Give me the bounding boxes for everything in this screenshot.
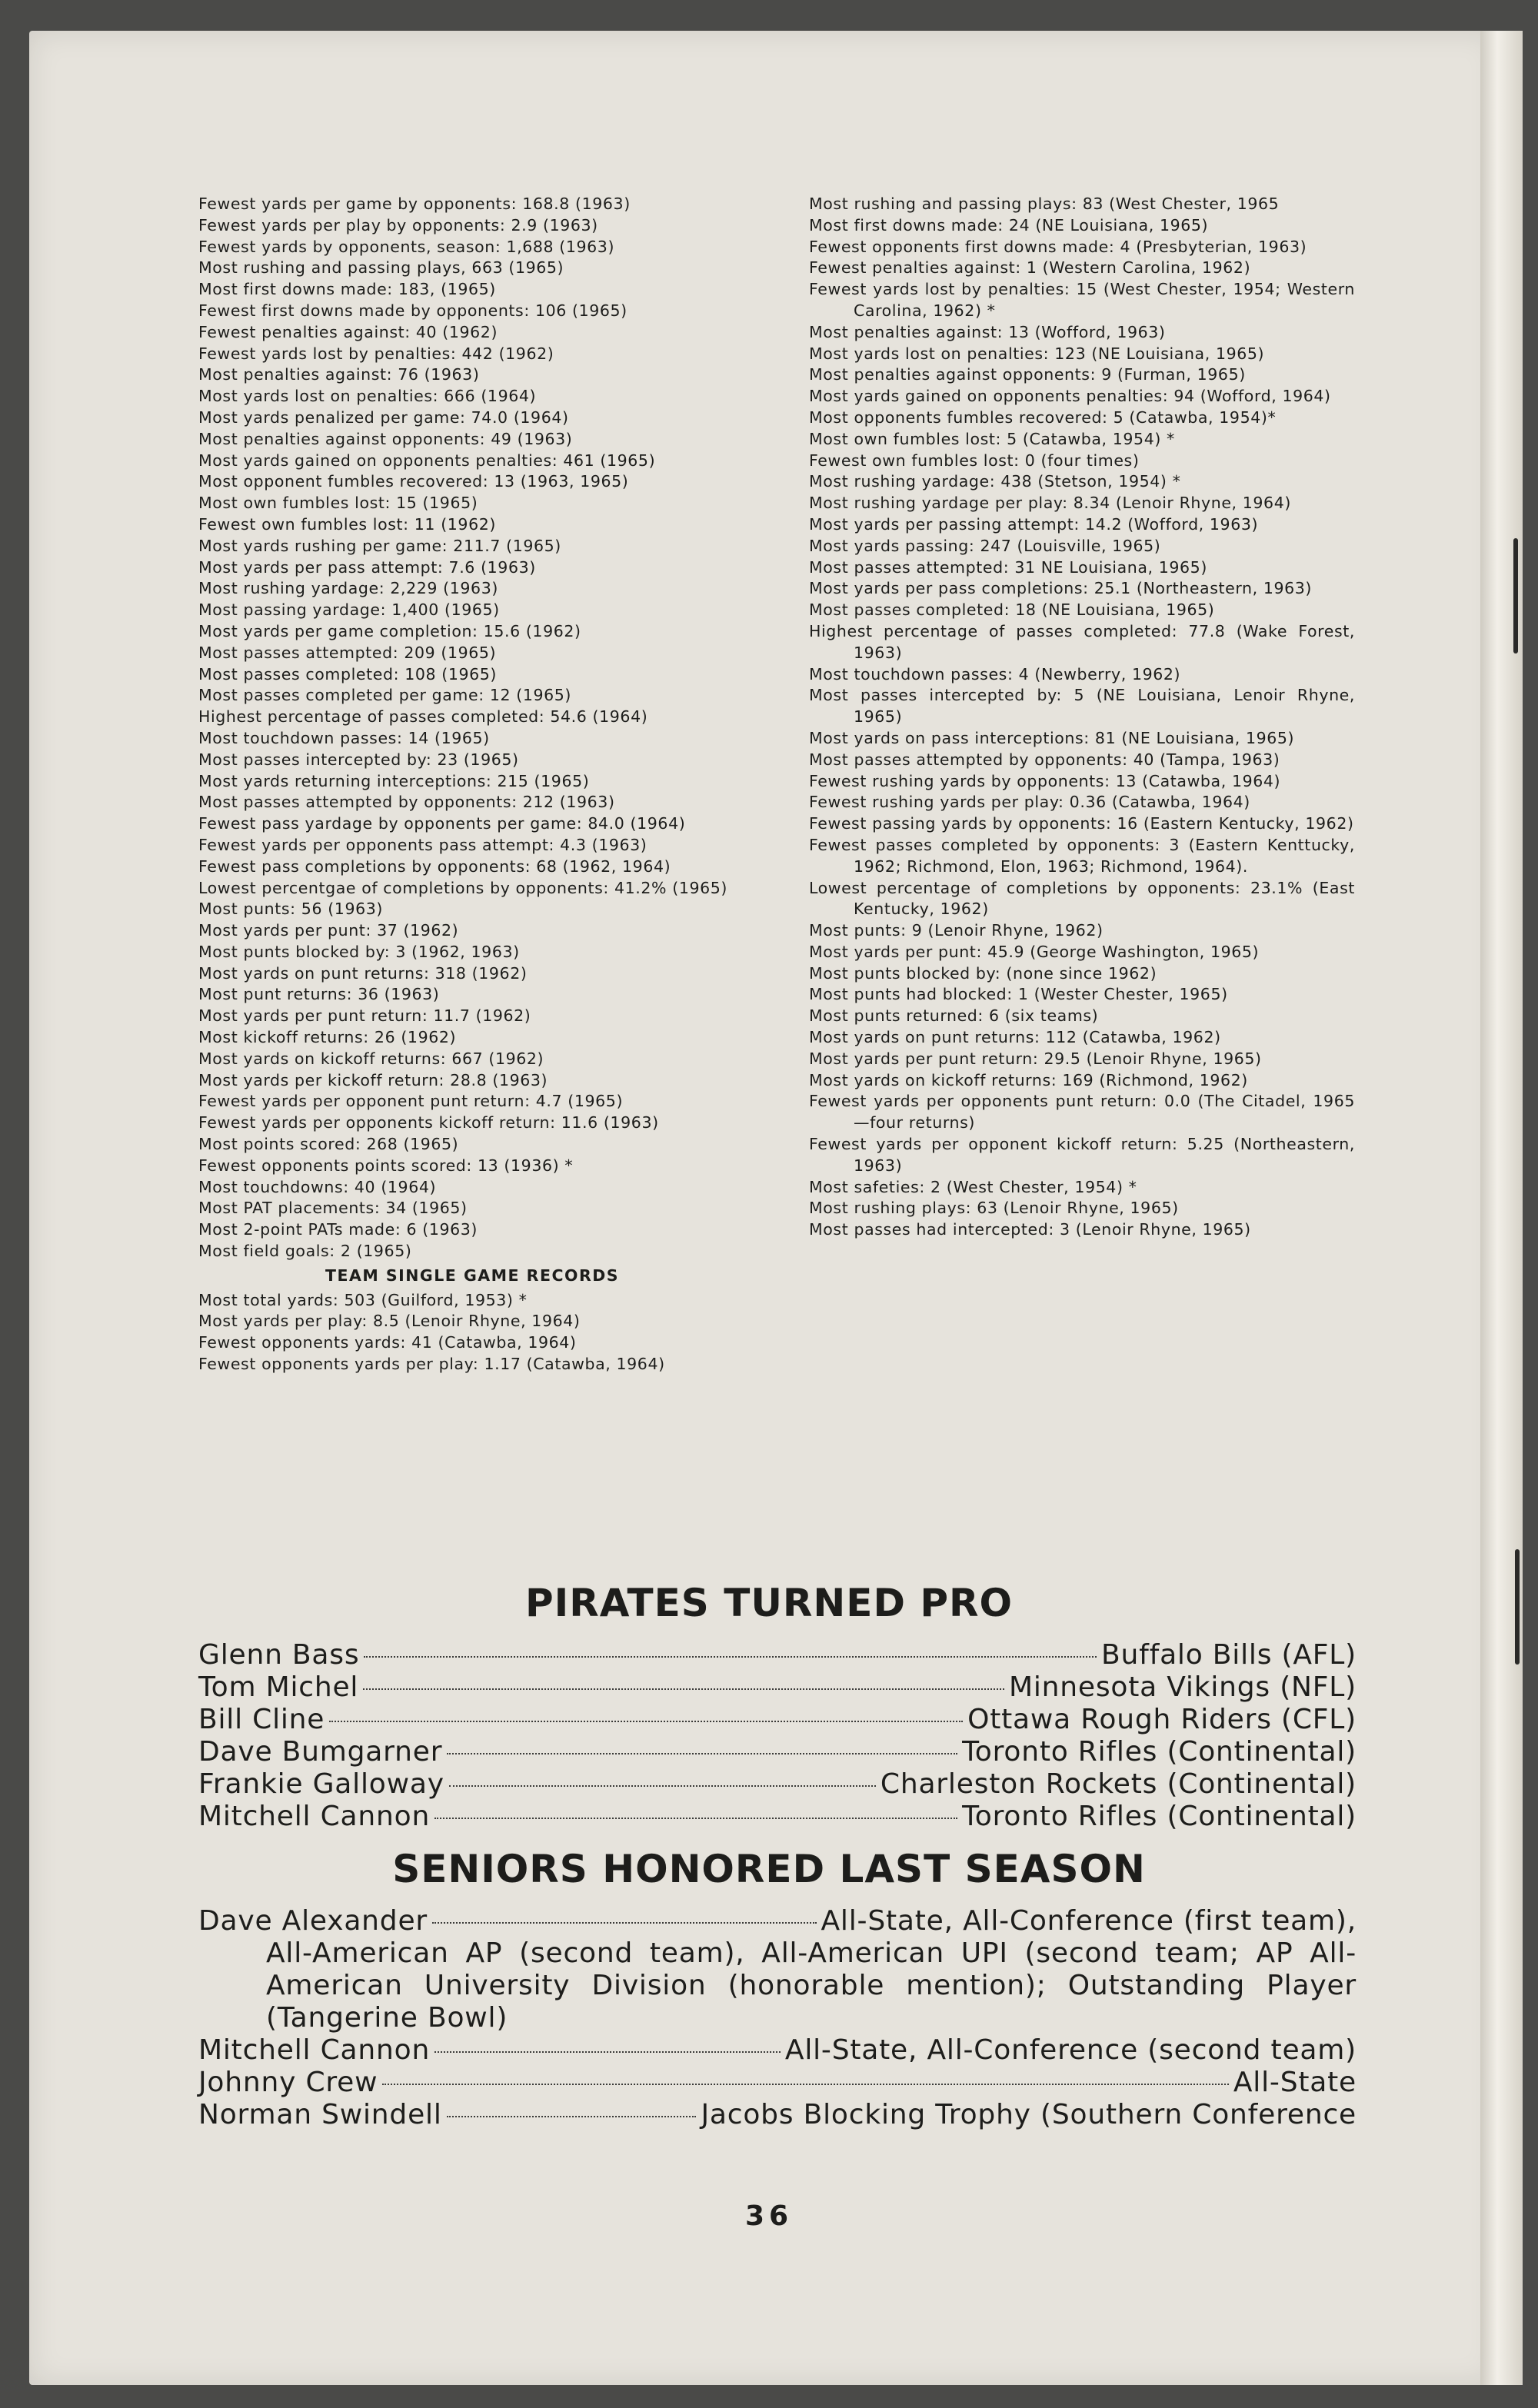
record-entry: Most yards per kickoff return: 28.8 (1963) [198, 1070, 548, 1089]
pro-row [198, 1671, 1357, 1704]
senior-honor-continued: American University Division (honorable mention); Outstanding Player [266, 1970, 1357, 2001]
pros-list [198, 1639, 1357, 1833]
record-entry: Most passes attempted by opponents: 212 (1963) [198, 793, 615, 812]
record-entry: Most 2-point PATs made: 6 (1963) [198, 1220, 478, 1239]
record-entry: Fewest yards per opponents pass attempt: 4.3 (1963) [198, 835, 647, 854]
record-entry: Fewest yards by opponents, season: 1,688 (1963) [198, 237, 615, 256]
record-entry: Most penalties against: 76 (1963) [198, 365, 480, 384]
record-entry: Most yards on punt returns: 112 (Catawba, 1962) [809, 1028, 1221, 1047]
player-team: Minnesota Vikings (NFL) [1009, 1671, 1357, 1703]
binding-mark [1513, 538, 1518, 654]
record-entry: Most rushing yardage: 2,229 (1963) [198, 579, 498, 598]
senior-row [198, 2067, 1357, 2099]
player-team: Charleston Rockets (Continental) [880, 1768, 1357, 1800]
senior-row [198, 2099, 1357, 2131]
record-entry: Most yards penalized per game: 74.0 (1964) [198, 407, 569, 427]
record-entry: Most yards per game completion: 15.6 (1962) [198, 621, 581, 640]
record-entry: Most first downs made: 183, (1965) [198, 280, 496, 299]
record-entry: Most yards per pass attempt: 7.6 (1963) [198, 557, 536, 577]
record-entry: Fewest rushing yards by opponents: 13 (Catawba, 1964) [809, 771, 1281, 790]
pro-row [198, 1736, 1357, 1768]
record-entry: Fewest yards per game by opponents: 168.8 (1963) [198, 195, 631, 213]
record-entry: Lowest percentgae of completions by opponents: 41.2% (1965) [198, 878, 727, 897]
player-name: Frankie Galloway [198, 1768, 444, 1800]
record-entry: Most penalties against opponents: 49 (1963) [198, 429, 573, 448]
leader-dots [363, 1688, 1004, 1690]
record-entry: Most yards gained on opponents penalties: 461 (1965) [198, 451, 656, 470]
seniors-list [198, 1905, 1357, 2131]
leader-dots [449, 1785, 876, 1787]
record-entry: Fewest yards per play by opponents: 2.9 (1963) [198, 215, 598, 234]
left-records-column [198, 194, 746, 1375]
record-entry: Fewest own fumbles lost: 11 (1962) [198, 514, 496, 534]
senior-name: Dave Alexander [198, 1905, 428, 1937]
record-entry: Most yards gained on opponents penalties: 94 (Wofford, 1964) [809, 387, 1331, 406]
record-entry: Fewest opponents points scored: 13 (1936) * [198, 1156, 574, 1175]
record-entry: Most yards per play: 8.5 (Lenoir Rhyne, 1964) [198, 1312, 581, 1331]
record-entry: Fewest opponents yards: 41 (Catawba, 1964) [198, 1333, 577, 1352]
record-entry: Most rushing and passing plays, 663 (1965) [198, 258, 564, 278]
right-records-list [809, 194, 1355, 1241]
record-entry: Most passes intercepted by: 23 (1965) [198, 750, 519, 769]
record-entry: Most punts: 9 (Lenoir Rhyne, 1962) [809, 921, 1104, 940]
record-entry: Most own fumbles lost: 5 (Catawba, 1954) * [809, 429, 1175, 448]
senior-name: Mitchell Cannon [198, 2034, 431, 2066]
pro-row [198, 1639, 1357, 1671]
record-entry: Most yards returning interceptions: 215 (1965) [198, 771, 590, 790]
record-entry: Most passes attempted: 31 NE Louisiana, 1965) [809, 557, 1207, 577]
leader-dots [329, 1721, 963, 1722]
single-game-records-list [198, 1290, 746, 1375]
record-entry: Most first downs made: 24 (NE Louisiana, 1965) [809, 215, 1209, 234]
record-entry: Most punts: 56 (1963) [198, 900, 383, 919]
record-entry: Most punts blocked by: (none since 1962) [809, 963, 1157, 983]
record-entry: Most yards on kickoff returns: 667 (1962) [198, 1049, 544, 1068]
player-team: Toronto Rifles (Continental) [962, 1801, 1357, 1832]
record-entry: Most yards passing: 247 (Louisville, 1965) [809, 536, 1161, 555]
pro-row [198, 1801, 1357, 1833]
player-name: Tom Michel [198, 1671, 359, 1703]
player-name: Glenn Bass [198, 1639, 360, 1671]
record-entry: Highest percentage of passes completed: 77.8 (Wake Forest, 1963) [809, 621, 1355, 662]
record-entry: Fewest penalties against: 40 (1962) [198, 322, 498, 341]
senior-honor: Jacobs Blocking Trophy (Southern Conference [701, 2099, 1357, 2130]
player-team: Ottawa Rough Riders (CFL) [967, 1704, 1357, 1735]
left-records-list [198, 194, 746, 1262]
record-entry: Most rushing and passing plays: 83 (West Chester, 1965 [809, 195, 1280, 213]
record-entry: Fewest yards lost by penalties: 442 (1962) [198, 344, 554, 363]
record-entry: Most punts blocked by: 3 (1962, 1963) [198, 942, 520, 961]
record-entry: Most yards on punt returns: 318 (1962) [198, 963, 528, 983]
record-entry: Most punts had blocked: 1 (Wester Chester, 1965) [809, 985, 1228, 1004]
record-entry: Most rushing yardage per play: 8.34 (Lenoir Rhyne, 1964) [809, 494, 1291, 513]
record-entry: Fewest passes completed by opponents: 3 (Eastern Kenttucky, 1962; Richmond, Elon, 1963; Richmond, 1964). [809, 835, 1355, 876]
record-entry: Most yards on kickoff returns: 169 (Richmond, 1962) [809, 1070, 1248, 1089]
record-entry: Most touchdowns: 40 (1964) [198, 1177, 437, 1196]
record-entry: Most passes attempted by opponents: 40 (Tampa, 1963) [809, 750, 1280, 769]
player-name: Mitchell Cannon [198, 1801, 431, 1832]
seniors-heading: SENIORS HONORED LAST SEASON [392, 1847, 1146, 1891]
record-entry: Most field goals: 2 (1965) [198, 1242, 412, 1261]
leader-dots [432, 1922, 816, 1924]
record-entry: Most passes had intercepted: 3 (Lenoir Rhyne, 1965) [809, 1220, 1251, 1239]
pros-heading: PIRATES TURNED PRO [524, 1581, 1013, 1625]
record-entry: Fewest rushing yards per play: 0.36 (Catawba, 1964) [809, 793, 1250, 812]
pro-row [198, 1768, 1357, 1801]
leader-dots [434, 1818, 957, 1819]
record-entry: Most punt returns: 36 (1963) [198, 985, 440, 1004]
record-entry: Most opponents fumbles recovered: 5 (Catawba, 1954)* [809, 407, 1277, 427]
player-name: Dave Bumgarner [198, 1736, 443, 1768]
senior-honor-continued: All-American AP (second team), All-American UPI (second team; AP All- [266, 1937, 1357, 1969]
record-entry: Most yards per punt return: 11.7 (1962) [198, 1006, 531, 1026]
record-entry: Fewest pass yardage by opponents per game: 84.0 (1964) [198, 814, 686, 833]
senior-honor: All-State, All-Conference (second team) [784, 2034, 1357, 2066]
senior-name: Norman Swindell [198, 2099, 442, 2130]
record-entry: Most passes completed per game: 12 (1965) [198, 686, 572, 705]
record-entry: Most touchdown passes: 14 (1965) [198, 728, 490, 747]
record-entry: Lowest percentage of completions by opponents: 23.1% (East Kentucky, 1962) [809, 878, 1355, 919]
record-entry: Fewest opponents yards per play: 1.17 (Catawba, 1964) [198, 1355, 665, 1374]
record-entry: Most touchdown passes: 4 (Newberry, 1962) [809, 664, 1181, 683]
senior-honor-continued: (Tangerine Bowl) [266, 2002, 508, 2034]
leader-dots [447, 1753, 957, 1754]
record-entry: Highest percentage of passes completed: 54.6 (1964) [198, 707, 648, 727]
right-records-column [809, 194, 1355, 1241]
record-entry: Fewest yards per opponents kickoff return: 11.6 (1963) [198, 1113, 659, 1132]
player-team: Toronto Rifles (Continental) [962, 1736, 1357, 1768]
senior-row [198, 2034, 1357, 2067]
record-entry: Most opponent fumbles recovered: 13 (1963, 1965) [198, 472, 629, 491]
record-entry: Most kickoff returns: 26 (1962) [198, 1028, 457, 1047]
record-entry: Most rushing yardage: 438 (Stetson, 1954) * [809, 472, 1181, 491]
record-entry: Fewest penalties against: 1 (Western Carolina, 1962) [809, 258, 1251, 278]
leader-dots [434, 2051, 781, 2053]
record-entry: Fewest own fumbles lost: 0 (four times) [809, 451, 1140, 470]
leader-dots [364, 1656, 1097, 1658]
record-entry: Fewest first downs made by opponents: 106 (1965) [198, 301, 628, 320]
senior-honor: All-State, All-Conference (first team), [821, 1905, 1357, 1937]
record-entry: Most passing yardage: 1,400 (1965) [198, 600, 500, 620]
record-entry: Most yards per punt: 45.9 (George Washington, 1965) [809, 942, 1260, 961]
record-entry: Fewest opponents first downs made: 4 (Presbyterian, 1963) [809, 237, 1307, 256]
record-entry: Most own fumbles lost: 15 (1965) [198, 494, 478, 513]
player-name: Bill Cline [198, 1704, 325, 1735]
record-entry: Most yards per passing attempt: 14.2 (Wofford, 1963) [809, 514, 1259, 534]
record-entry: Most yards per punt return: 29.5 (Lenoir Rhyne, 1965) [809, 1049, 1262, 1068]
record-entry: Most penalties against opponents: 9 (Furman, 1965) [809, 365, 1246, 384]
pro-row [198, 1704, 1357, 1736]
record-entry: Fewest yards lost by penalties: 15 (West Chester, 1954; Western Carolina, 1962) * [809, 280, 1355, 320]
record-entry: Most passes intercepted by: 5 (NE Louisiana, Lenoir Rhyne, 1965) [809, 686, 1355, 727]
record-entry: Most PAT placements: 34 (1965) [198, 1199, 468, 1218]
record-entry: Most total yards: 503 (Guilford, 1953) * [198, 1290, 528, 1309]
record-entry: Most safeties: 2 (West Chester, 1954) * [809, 1177, 1137, 1196]
record-entry: Fewest yards per opponent punt return: 4.7 (1965) [198, 1092, 624, 1111]
record-entry: Most yards lost on penalties: 666 (1964) [198, 387, 537, 406]
record-entry: Most punts returned: 6 (six teams) [809, 1006, 1099, 1026]
record-entry: Fewest yards per opponents punt return: 0.0 (The Citadel, 1965—four returns) [809, 1092, 1355, 1132]
record-entry: Most points scored: 268 (1965) [198, 1135, 459, 1154]
record-entry: Fewest yards per opponent kickoff return: 5.25 (Northeastern, 1963) [809, 1135, 1355, 1175]
player-team: Buffalo Bills (AFL) [1101, 1639, 1357, 1671]
record-entry: Fewest pass completions by opponents: 68 (1962, 1964) [198, 856, 671, 876]
record-entry: Fewest passing yards by opponents: 16 (Eastern Kentucky, 1962) [809, 814, 1354, 833]
senior-row [198, 1905, 1357, 1937]
record-entry: Most yards per pass completions: 25.1 (Northeastern, 1963) [809, 579, 1312, 598]
page-spine [1480, 31, 1523, 2385]
leader-dots [447, 2116, 697, 2117]
record-entry: Most yards rushing per game: 211.7 (1965) [198, 536, 561, 555]
single-game-heading: TEAM SINGLE GAME RECORDS [325, 1266, 620, 1285]
senior-name: Johnny Crew [198, 2067, 378, 2098]
record-entry: Most passes completed: 18 (NE Louisiana, 1965) [809, 600, 1215, 620]
record-entry: Most passes completed: 108 (1965) [198, 664, 498, 683]
page-number: 36 [744, 2200, 794, 2232]
leader-dots [382, 2084, 1228, 2085]
record-entry: Most yards lost on penalties: 123 (NE Louisiana, 1965) [809, 344, 1265, 363]
record-entry: Most passes attempted: 209 (1965) [198, 643, 497, 662]
senior-honor: All-State [1233, 2067, 1357, 2098]
record-entry: Most penalties against: 13 (Wofford, 1963) [809, 322, 1166, 341]
record-entry: Most yards per punt: 37 (1962) [198, 921, 459, 940]
record-entry: Most yards on pass interceptions: 81 (NE Louisiana, 1965) [809, 728, 1295, 747]
record-entry: Most rushing plays: 63 (Lenoir Rhyne, 1965) [809, 1199, 1179, 1218]
